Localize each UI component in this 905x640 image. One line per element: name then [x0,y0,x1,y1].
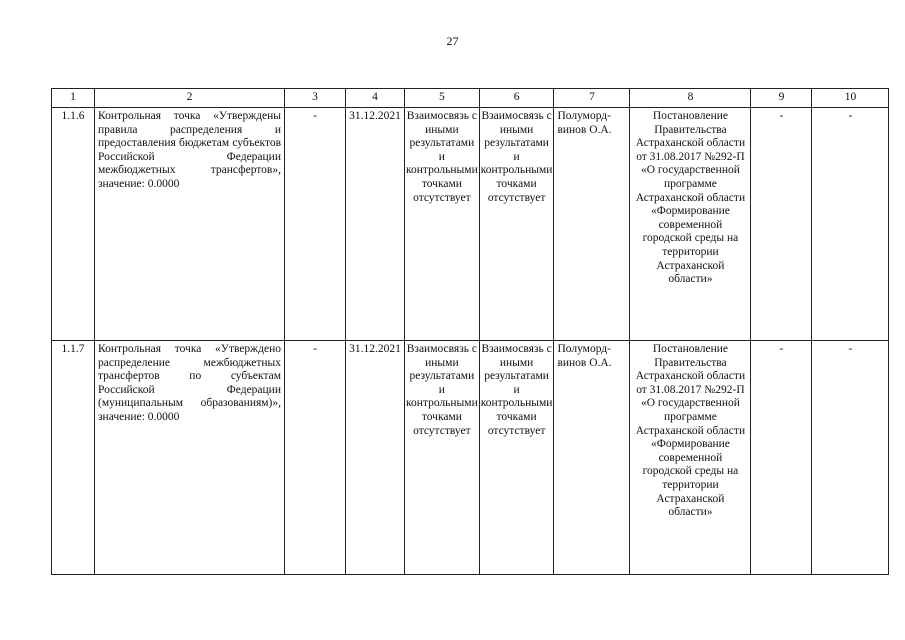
row-responsible: Полуморд-винов О.А. [554,341,630,575]
column-header: 2 [95,89,285,108]
row-date: 31.12.2021 [346,341,405,575]
column-header: 9 [751,89,812,108]
row-date: 31.12.2021 [346,108,405,341]
column-header: 10 [812,89,889,108]
row-col5: Взаимосвязь с иными результатами и контрольными точками отсутствует [405,341,480,575]
table-row [52,108,889,341]
table-header-row [52,89,889,108]
row-description: Контрольная точка «Утверждены правила распределения и предоставления бюджетам субъектов Российской Федерации межбюджетных трансфертов», значение: 0.0000 [95,108,285,341]
row-col9: - [751,341,812,575]
control-points-table [51,88,889,575]
row-col3: - [285,341,346,575]
row-responsible: Полуморд-винов О.А. [554,108,630,341]
row-col6: Взаимосвязь с иными результатами и контрольными точками отсутствует [479,341,554,575]
row-document: Постановление Правительства Астраханской области от 31.08.2017 №292-П «О государственной программе Астраханской области «Формирование современной городской среды на территории Астраханской области» [630,108,751,341]
table-row [52,341,889,575]
row-id: 1.1.7 [52,341,95,575]
column-header: 7 [554,89,630,108]
row-col5: Взаимосвязь с иными результатами и контрольными точками отсутствует [405,108,480,341]
column-header: 6 [479,89,554,108]
row-col6: Взаимосвязь с иными результатами и контрольными точками отсутствует [479,108,554,341]
row-document: Постановление Правительства Астраханской области от 31.08.2017 №292-П «О государственной программе Астраханской области «Формирование современной городской среды на территории Астраханской области» [630,341,751,575]
column-header: 4 [346,89,405,108]
row-id: 1.1.6 [52,108,95,341]
column-header: 1 [52,89,95,108]
column-header: 5 [405,89,480,108]
column-header: 8 [630,89,751,108]
column-header: 3 [285,89,346,108]
row-col10: - [812,108,889,341]
row-col3: - [285,108,346,341]
row-col10: - [812,341,889,575]
row-description: Контрольная точка «Утверждено распределение межбюджетных трансфертов по субъектам Российской Федерации (муниципальным образованиям)», значение: 0.0000 [95,341,285,575]
row-col9: - [751,108,812,341]
page-number: 27 [446,34,459,48]
